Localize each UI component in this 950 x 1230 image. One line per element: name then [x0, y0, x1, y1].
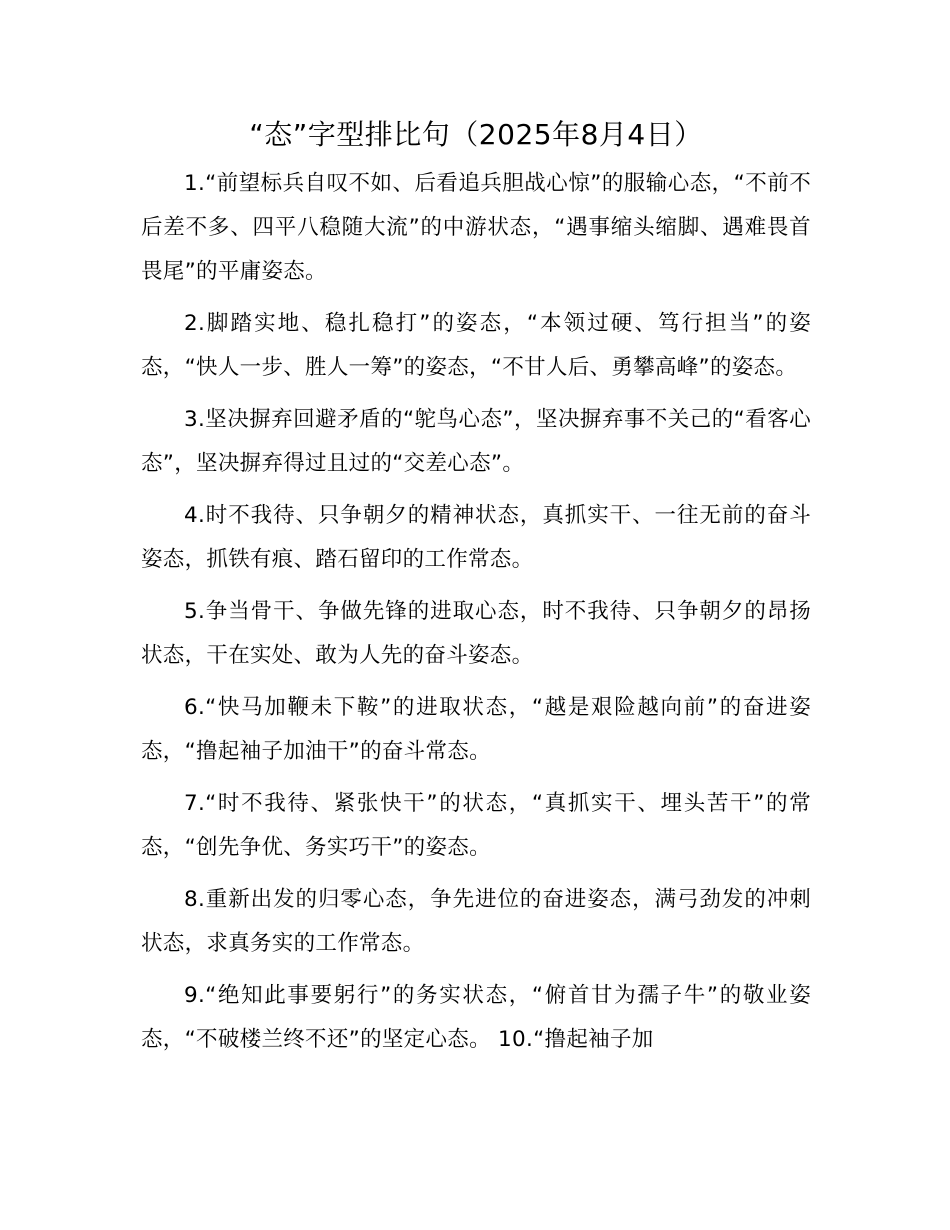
paragraph-2: 2.脚踏实地、稳扎稳打”的姿态，“本领过硬、笃行担当”的姿态，“快人一步、胜人一筹”的姿态，“不甘人后、勇攀高峰”的姿态。 [141, 311, 811, 380]
paragraph-1: 1.“前望标兵自叹不如、后看追兵胆战心惊”的服输心态，“不前不后差不多、四平八稳随大流”的中游状态，“遇事缩头缩脚、遇难畏首畏尾”的平庸姿态。 [141, 171, 811, 284]
paragraph-4: 4.时不我待、只争朝夕的精神状态，真抓实干、一往无前的奋斗姿态，抓铁有痕、踏石留印的工作常态。 [141, 503, 811, 572]
paragraph-9: 9.“绝知此事要躬行”的务实状态，“俯首甘为孺子牛”的敬业姿态，“不破楼兰终不还”的坚定心态。 10.“撸起袖子加 [141, 983, 811, 1052]
document-page [141, 112, 811, 1070]
paragraph-8: 8.重新出发的归零心态，争先进位的奋进姿态，满弓劲发的冲刺状态，求真务实的工作常态。 [141, 887, 811, 956]
paragraph-7: 7.“时不我待、紧张快干”的状态，“真抓实干、埋头苦干”的常态，“创先争优、务实巧干”的姿态。 [141, 791, 811, 860]
document-title: “态”字型排比句（2025年8月4日） [249, 118, 703, 151]
paragraph-3: 3.坚决摒弃回避矛盾的“鸵鸟心态”，坚决摒弃事不关己的“看客心态”，坚决摒弃得过且过的“交差心态”。 [141, 407, 811, 476]
paragraph-6: 6.“快马加鞭未下鞍”的进取状态，“越是艰险越向前”的奋进姿态，“撸起袖子加油干”的奋斗常态。 [141, 695, 811, 764]
paragraph-5: 5.争当骨干、争做先锋的进取心态，时不我待、只争朝夕的昂扬状态，干在实处、敢为人先的奋斗姿态。 [141, 599, 811, 668]
